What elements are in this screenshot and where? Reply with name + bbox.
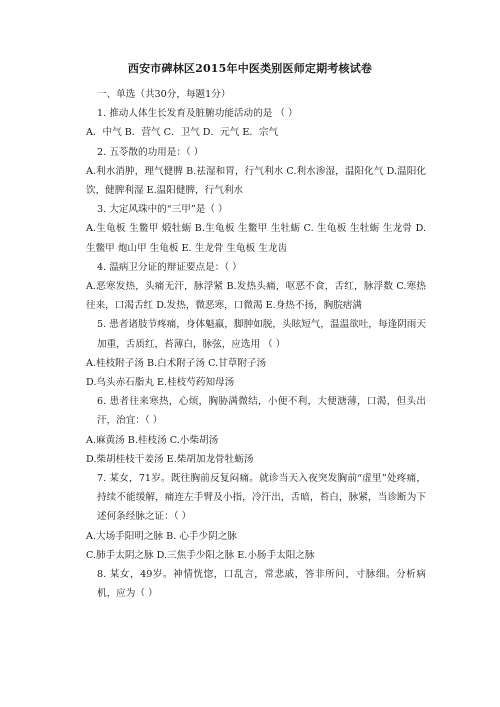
- question-4-stem: 4. 温病卫分证的辩证要点是：（ ）: [97, 261, 242, 273]
- question-1-stem: 1. 推动人体生长发育及脏腑功能活动的是 （ ）: [97, 108, 298, 120]
- exam-title: 西安市碑林区2015年中医类别医师定期考核试卷: [127, 62, 373, 75]
- question-5-options-a: A.桂枝附子汤 B.白术附子汤 C.甘草附子汤: [86, 357, 267, 369]
- question-2-stem: 2. 五苓散的功用是：（ ）: [97, 146, 204, 158]
- question-7-stem: 7. 某女，71岁。既往胸前反复闷痛。就诊当天入夜突发胸前“虚里”处疼痛，持续不能缓解，痛连左手臂及小指，冷汗出，舌暗，苔白，脉紧，当诊断为下述何条经脉之证：（ ）: [97, 473, 426, 523]
- question-8-stem: 8. 某女，49岁。神情恍惚，口乱言，常悲戚，答非所问，寸脉细。分析病机，应为（ ）: [97, 569, 426, 600]
- question-2-options: A.利水消肿，理气健脾 B.祛湿和胃，行气利水 C.利水渗湿，温阳化气 D.温阳化饮，健脾利湿 E.温阳健脾，行气利水: [86, 165, 426, 197]
- question-3-options: A.生龟板 生鳖甲 煅牡蛎 B.生龟板 生鳖甲 生牡蛎 C. 生龟板 生牡蛎 生龙骨 D. 生鳖甲 炮山甲 生龟板 E. 生龙骨 生龟板 生龙齿: [86, 223, 426, 254]
- question-3-stem: 3. 大定风珠中的“三甲”是（ ）: [97, 204, 228, 216]
- question-7-options-b: C.肺手太阴之脉 D.三焦手少阳之脉 E.小肠手太阳之脉: [86, 549, 315, 561]
- question-5-stem: 5. 患者诸肢节疼痛，身体魁羸，脚肿如脱，头眩短气，温温欲吐，每逢阴雨天加重，舌质红，苔薄白，脉弦，应选用 （ ）: [97, 319, 426, 350]
- question-6-options-a: A.麻黄汤 B.桂枝汤 C.小柴胡汤: [86, 434, 219, 446]
- question-6-stem: 6. 患者往来寒热，心烦，胸胁满微结，小便不利，大便溏薄，口渴，但头出汗，治宜：（ ）: [97, 396, 426, 427]
- question-4-options: A.恶寒发热，头痛无汗，脉浮紧 B.发热头痛，呕恶不食，舌红，脉浮数 C.寒热往来，口渴舌红 D.发热，微恶寒，口微渴 E.身热不扬，胸脘痞满: [86, 281, 426, 312]
- section-heading: 一、单选（共30分，每题1分）: [97, 89, 231, 100]
- question-6-options-b: D.柴胡桂枝干姜汤 E.柴胡加龙骨牡蛎汤: [86, 453, 254, 465]
- question-7-options-a: A.大场手阳明之脉 B. 心手少阴之脉: [86, 530, 237, 542]
- question-5-options-b: D.乌头赤石脂丸 E.桂枝芍药知母汤: [86, 377, 235, 389]
- exam-content: [86, 85, 426, 603]
- question-1-options: A．中气 B．营气 C．卫气 D．元气 E．宗气: [86, 127, 279, 139]
